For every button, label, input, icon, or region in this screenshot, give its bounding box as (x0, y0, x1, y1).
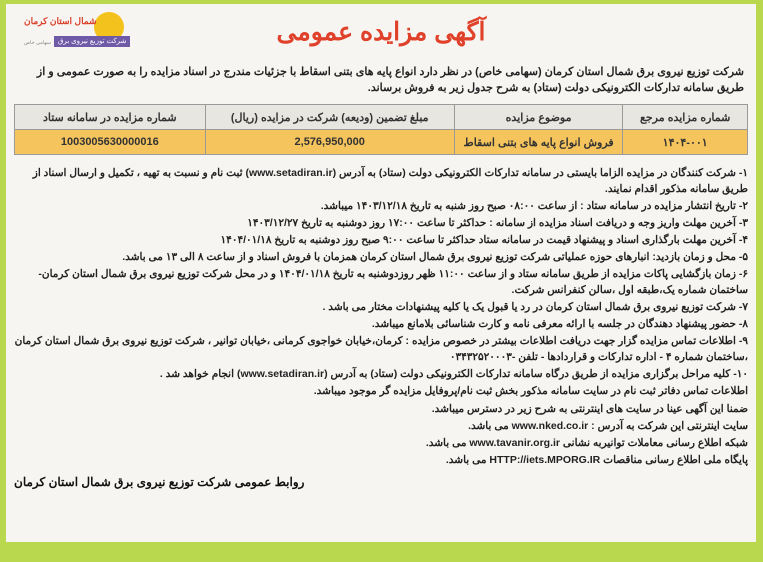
logo-band: شرکت توزیع نیروی برق (54, 36, 130, 47)
page-title: آگهی مزایده عمومی (276, 18, 486, 46)
list-item: ۳- آخرین مهلت واریز وجه و دریافت اسناد مزایده از سامانه : حداکثر تا ساعت ۱۷:۰۰ روز دوشنبه به تاریخ ۱۴۰۳/۱۲/۲۷ (247, 217, 748, 229)
cell-deposit: 2,576,950,000 (205, 130, 454, 155)
list-item: اطلاعات تماس دفاتر ثبت نام در سایت سامانه مذکور بخش ثبت نام/پروفایل مزایده گر موجود میباشد. (313, 385, 748, 397)
list-item: ۱- شرکت کنندگان در مزایده الزاما بایستی در سامانه تدارکات الکترونیکی دولت (ستاد) به آدرس (www.setadiran.ir) ثبت نام و نسبت به تهیه ، تکمیل و ارسال اسناد از طریق سامانه مذکور اقدام نمایند. (32, 167, 748, 195)
cell-reference-number: ۱۴۰۴-۰۰۱ (623, 130, 748, 155)
header-subject: موضوع مزایده (454, 105, 623, 130)
list-item: ۹- اطلاعات تماس مزایده گزار جهت دریافت اطلاعات بیشتر در خصوص مزایده : کرمان،خیابان خواجوی کرمانی ،خیابان توانیر ، شرکت توزیع نیروی برق شمال استان کرمان ،ساختمان شماره ۴ - اداره تدارکات و قراردادها - تلفن -۰۳۴۳۲۵۲۰۰۰۳ (14, 335, 748, 363)
list-item: ۵- محل و زمان بازدید: انبارهای حوزه عملیاتی شرکت توزیع نیروی برق شمال استان کرمان همزمان با فروش اسناد و از ساعت ۸ الی ۱۳ می باشد. (122, 251, 748, 263)
logo-sub: سهامی خاص (24, 40, 51, 46)
list-item: ۲- تاریخ انتشار مزایده در سامانه ستاد : از ساعت ۰۸:۰۰ صبح روز شنبه به تاریخ ۱۴۰۳/۱۲/۱۸ میباشد. (320, 200, 748, 212)
cell-subject: فروش انواع پایه های بتنی اسقاط (454, 130, 623, 155)
header-setad-number: شماره مزایده در سامانه ستاد (15, 105, 206, 130)
advertisement-page (6, 4, 756, 542)
company-logo (18, 12, 138, 54)
signature: روابط عمومی شرکت توزیع نیروی برق شمال استان کرمان (14, 475, 305, 489)
header (14, 8, 748, 64)
intro-text: شرکت توزیع نیروی برق شمال استان کرمان (سهامی خاص) در نظر دارد انواع پایه های بتنی اسقاط با جزئیات مندرج در اسناد مزایده را به صورت عمومی و از طریق سامانه تدارکات الکترونیکی دولت (ستاد) به شرح جدول زیر به فروش برساند. (36, 66, 744, 94)
list-item: ضمنا این آگهی عینا در سایت های اینترنتی به شرح زیر در دسترس میباشد. (431, 403, 748, 415)
list-item: شبکه اطلاع رسانی معاملات توانیربه نشانی www.tavanir.org.ir می باشد. (425, 437, 748, 449)
list-item: ۴- آخرین مهلت بارگذاری اسناد و پیشنهاد قیمت در سامانه ستاد حداکثر تا ساعت ۹:۰۰ صبح روز دوشنبه به تاریخ ۱۴۰۴/۰۱/۱۸ (220, 234, 748, 246)
list-item: ۷- شرکت توزیع نیروی برق شمال استان کرمان در رد یا قبول یک یا کلیه پیشنهادات مختار می باشد . (322, 301, 748, 313)
conditions-list (14, 165, 748, 399)
list-item: پایگاه ملی اطلاع رسانی مناقصات HTTP://iets.MPORG.IR می باشد. (445, 454, 748, 466)
list-item: سایت اینترنتی این شرکت به آدرس : www.nked.co.ir می باشد. (468, 420, 748, 432)
auction-table (14, 104, 748, 155)
header-deposit: مبلغ تضمین (ودیعه) شرکت در مزایده (ریال) (205, 105, 454, 130)
cell-setad-number: 1003005630000016 (15, 130, 206, 155)
list-item: ۶- زمان بازگشایی پاکات مزایده از طریق سامانه ستاد و از ساعت ۱۱:۰۰ ظهر روزدوشنبه به تاریخ ۱۴۰۴/۰۱/۱۸ و در محل شرکت توزیع نیروی برق شمال استان کرمان- ساختمان شماره یک،طبقه اول ،سالن کنفرانس شرکت. (38, 268, 748, 296)
list-item: ۱۰- کلیه مراحل برگزاری مزایده از طریق درگاه سامانه تدارکات الکترونیکی دولت (ستاد) به آدرس (www.setadiran.ir) انجام خواهد شد . (159, 368, 748, 380)
list-item: ۸- حضور پیشنهاد دهندگان در جلسه با ارائه معرفی نامه و کارت شناسائی بلامانع میباشد. (371, 318, 748, 330)
table-header-row (15, 105, 748, 130)
logo-name: شمال استان کرمان (24, 16, 97, 26)
websites-list (14, 401, 748, 468)
header-reference-number: شماره مزایده مرجع (623, 105, 748, 130)
table-row (15, 130, 748, 155)
